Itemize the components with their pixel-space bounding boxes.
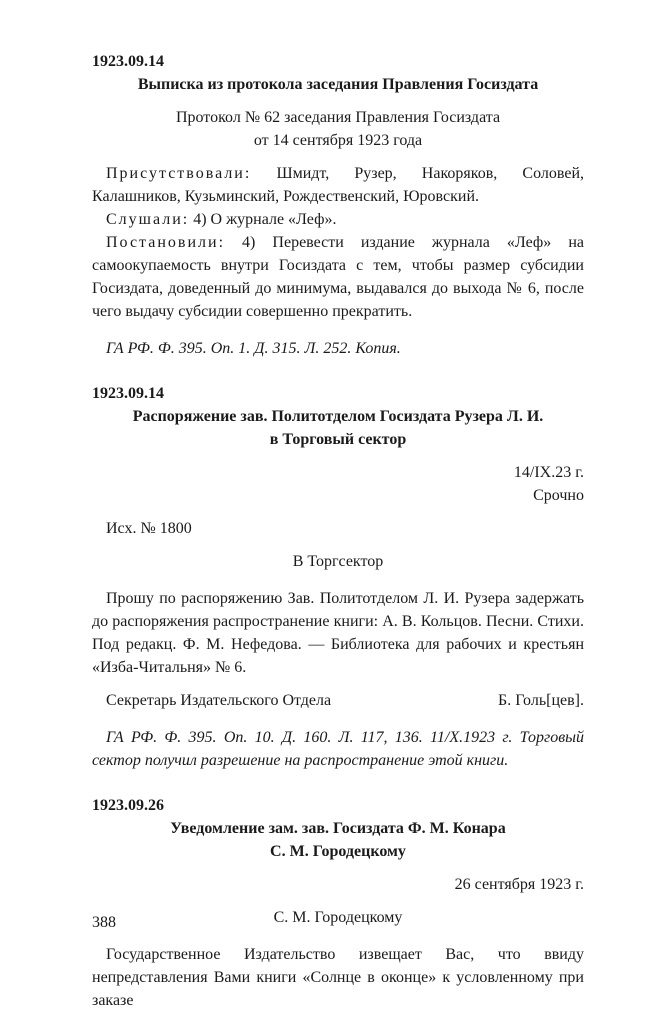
doc2-date-right: 14/IX.23 г. (513, 464, 584, 481)
doc1-source: ГА РФ. Ф. 395. Оп. 1. Д. 315. Л. 252. Копия. (106, 340, 401, 357)
doc3-body: Государственное Издательство извещает Вас, что ввиду непредставления Вами книги «Солнце в оконце» к условленному при заказе (92, 946, 584, 1009)
doc3-title-line2: С. М. Городецкому (270, 843, 406, 860)
doc3-date: 1923.09.26 (92, 797, 164, 814)
doc3-title-line1: Уведомление зам. зав. Госиздата Ф. М. Конара (170, 820, 506, 837)
doc1-date: 1923.09.14 (92, 53, 164, 70)
doc1-heard-label: Слушали: (106, 211, 190, 228)
doc2-body: Прошу по распоряжению Зав. Политотделом Л. И. Рузера задержать до распоряжения распространение книги: А. В. Кольцов. Песни. Стихи. Под редакц. Ф. М. Нефедова. — Библиотека для рабочих и крестьян «Изба-Читальня» № 6. (92, 590, 584, 676)
doc2-source: ГА РФ. Ф. 395. Оп. 10. Д. 160. Л. 117, 136. 11/X.1923 г. Торговый сектор получил разрешение на распространение этой книги. (92, 729, 584, 769)
doc3-addressee: С. М. Городецкому (273, 909, 403, 926)
doc2-title-line2: в Торговый сектор (269, 431, 407, 448)
doc1-heard-text: 4) О журнале «Леф». (189, 211, 337, 228)
doc1-resolved-label: Постановили: (106, 234, 226, 251)
doc1-protocol-line2: от 14 сентября 1923 года (253, 132, 423, 149)
doc1-title: Выписка из протокола заседания Правления Госиздата (137, 76, 539, 93)
doc1-present-text: Шмидт, Рузер, Накоряков, Соловей, Калашников, Кузьминский, Рождественский, Юровский. (92, 165, 584, 205)
page-number: 388 (92, 914, 116, 931)
doc3-date-right: 26 сентября 1923 г. (454, 876, 584, 893)
doc1-present-label: Присутствовали: (106, 165, 252, 182)
doc2-addressee: В Торгсектор (292, 553, 384, 570)
doc1-present (92, 162, 584, 208)
doc2-signature (92, 689, 584, 712)
doc1-heard (92, 208, 584, 231)
doc2-outgoing: Исх. № 1800 (106, 520, 192, 537)
doc2-title-line1: Распоряжение зав. Политотделом Госиздата Рузера Л. И. (132, 408, 544, 425)
doc2-signer-name: Б. Голь[цев]. (498, 692, 584, 709)
doc1-resolved (92, 231, 584, 323)
doc2-urgency: Срочно (533, 487, 584, 504)
doc1-protocol-line1: Протокол № 62 заседания Правления Госиздата (175, 109, 501, 126)
doc1-resolved-text: 4) Перевести издание журнала «Леф» на самоокупаемость внутри Госиздата с тем, чтобы размер субсидии Госиздата, доведенный до минимума, выдавался до выхода № 6, после чего выдачу субсидии совершенно прекратить. (92, 234, 584, 320)
doc2-date: 1923.09.14 (92, 385, 164, 402)
doc2-signer-position: Секретарь Издательского Отдела (106, 692, 332, 709)
page-content (92, 50, 584, 1012)
